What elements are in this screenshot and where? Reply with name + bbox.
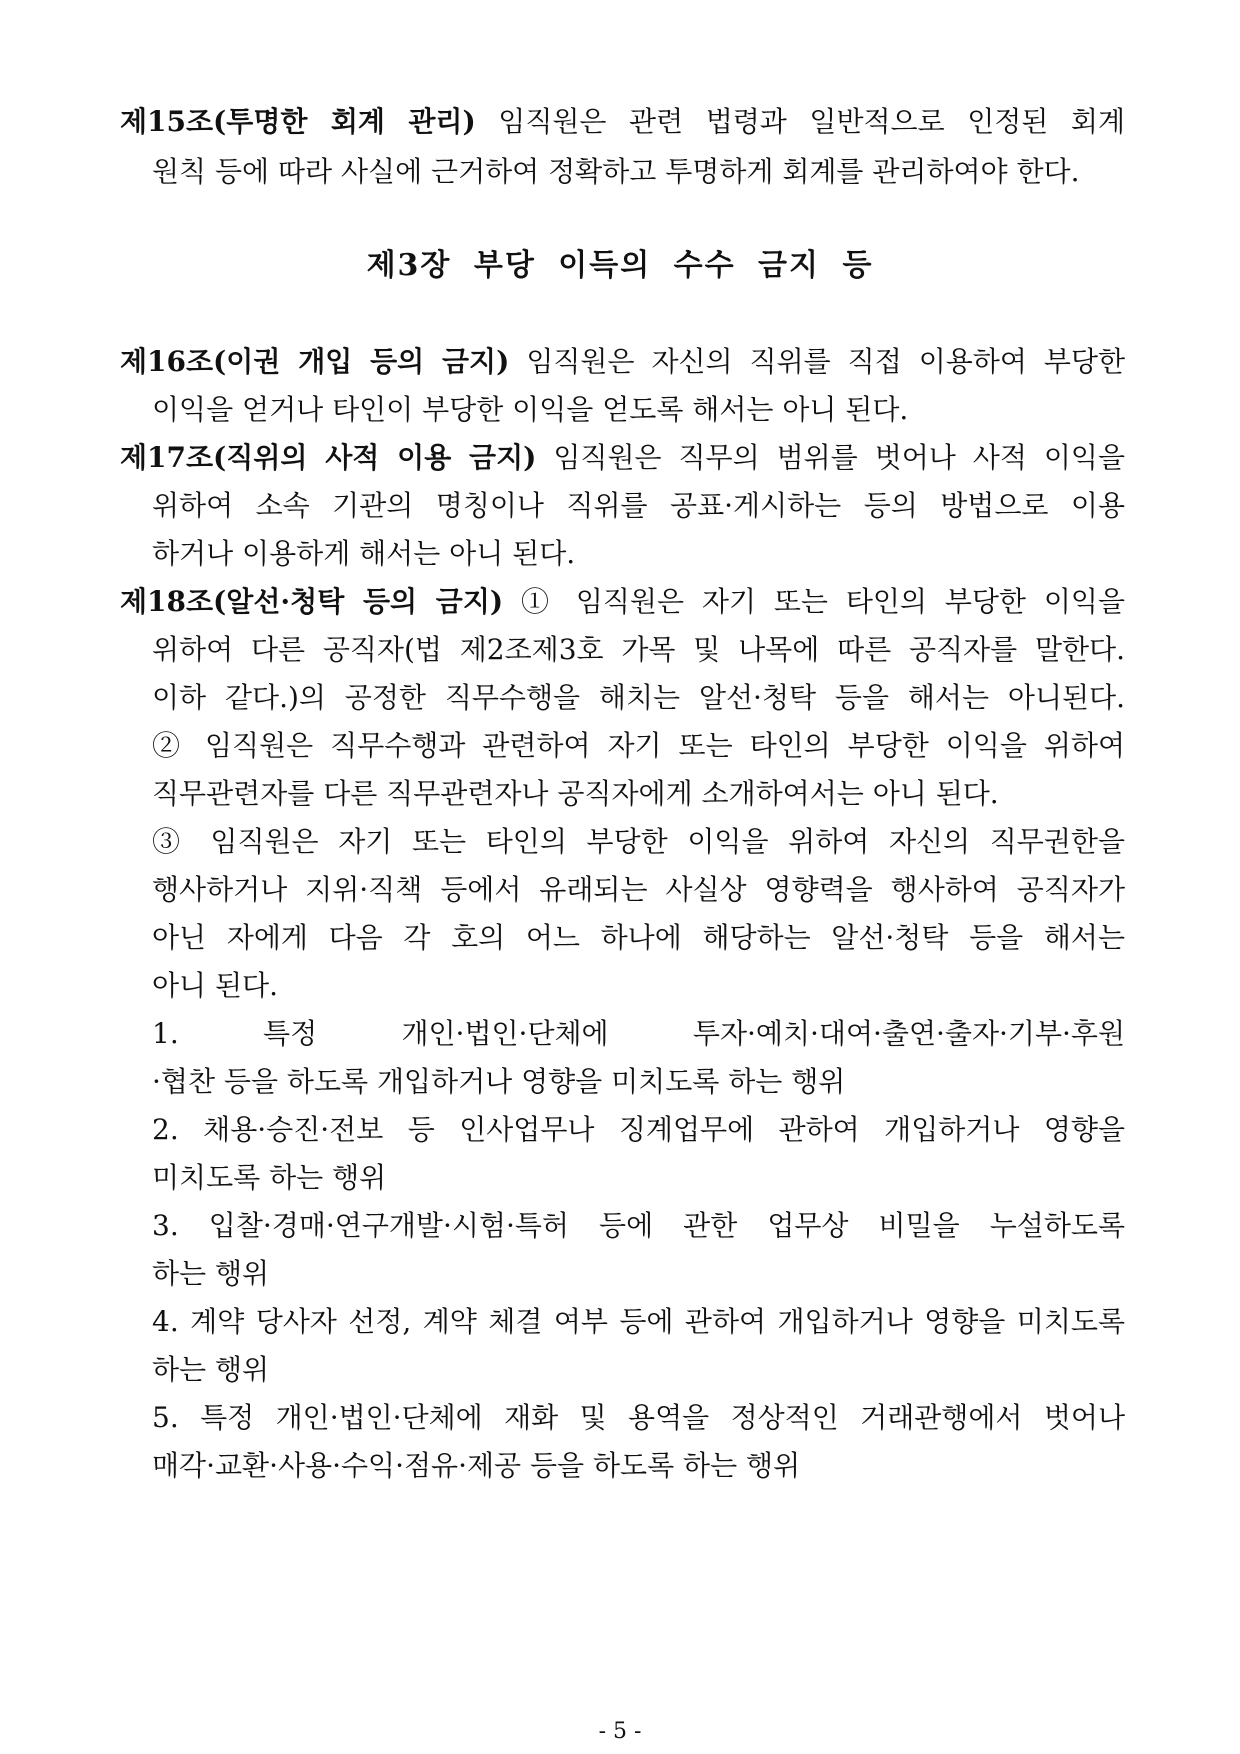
article-18-heading: 제18조(알선·청탁 등의 금지) <box>120 585 504 618</box>
item-1-line-2: ·협찬 등을 하도록 개입하거나 영향을 미치도록 하는 행위 <box>152 1065 846 1098</box>
page-number: - 5 - <box>598 1719 642 1744</box>
item-4-line-1: 4. 계약 당사자 선정, 계약 체결 여부 등에 관하여 개입하거나 영향을 미치도록 <box>152 1305 1125 1338</box>
article-16-line-1 <box>120 342 1125 382</box>
article-18-line-3: 이하 같다.)의 공정한 직무수행을 해치는 알선·청탁 등을 해서는 아니된다. <box>152 681 1125 714</box>
article-18-line-2: 위하여 다른 공직자(법 제2조제3호 가목 및 나목에 따른 공직자를 말한다. <box>152 633 1125 666</box>
article-17-line-1 <box>120 438 1125 478</box>
article-17-heading: 제17조(직위의 사적 이용 금지) <box>120 441 537 474</box>
item-1-line-1: 1. 특정 개인·법인·단체에 투자·예치·대여·출연·출자·기부·후원 <box>152 1017 1125 1050</box>
article-18-paragraph-2-line-1: ② 임직원은 직무수행과 관련하여 자기 또는 타인의 부당한 이익을 위하여 <box>152 729 1125 762</box>
item-5-line-2: 매각·교환·사용·수익·점유·제공 등을 하도록 하는 행위 <box>152 1449 801 1482</box>
article-16-text-1: 임직원은 자신의 직위를 직접 이용하여 부당한 <box>509 345 1125 378</box>
article-18-line-1 <box>120 582 1125 622</box>
item-2-line-1: 2. 채용·승진·전보 등 인사업무나 징계업무에 관하여 개입하거나 영향을 <box>152 1113 1125 1146</box>
chapter-title: 제3장 부당 이득의 수수 금지 등 <box>366 248 874 283</box>
article-18-paragraph-3-line-4: 아니 된다. <box>152 969 278 1002</box>
article-18-paragraph-2-line-2: 직무관련자를 다른 직무관련자나 공직자에게 소개하여서는 아니 된다. <box>152 777 999 810</box>
article-18-paragraph-3-line-3: 아닌 자에게 다음 각 호의 어느 하나에 해당하는 알선·청탁 등을 해서는 <box>152 921 1125 954</box>
article-16-line-2: 이익을 얻거나 타인이 부당한 이익을 얻도록 해서는 아니 된다. <box>152 393 909 426</box>
article-18-paragraph-3-line-2: 행사하거나 지위·직책 등에서 유래되는 사실상 영향력을 행사하여 공직자가 <box>152 873 1125 906</box>
item-3-line-2: 하는 행위 <box>152 1257 270 1290</box>
item-3-line-1: 3. 입찰·경매·연구개발·시험·특허 등에 관한 업무상 비밀을 누설하도록 <box>152 1209 1125 1242</box>
article-15-line-2: 원칙 등에 따라 사실에 근거하여 정확하고 투명하게 회계를 관리하여야 한다. <box>152 155 1080 188</box>
article-17-line-2: 위하여 소속 기관의 명칭이나 직위를 공표·게시하는 등의 방법으로 이용 <box>152 489 1125 522</box>
item-5-line-1: 5. 특정 개인·법인·단체에 재화 및 용역을 정상적인 거래관행에서 벗어나 <box>152 1401 1125 1434</box>
article-15-heading: 제15조(투명한 회계 관리) <box>120 105 476 138</box>
article-17-text-1: 임직원은 직무의 범위를 벗어나 사적 이익을 <box>536 441 1125 474</box>
article-15-text-1: 임직원은 관련 법령과 일반적으로 인정된 회계 <box>475 105 1125 138</box>
article-16-heading: 제16조(이권 개입 등의 금지) <box>120 345 510 378</box>
item-2-line-2: 미치도록 하는 행위 <box>152 1161 387 1194</box>
article-18-text-1: ① 임직원은 자기 또는 타인의 부당한 이익을 <box>503 585 1125 618</box>
article-17-line-3: 하거나 이용하게 해서는 아니 된다. <box>152 537 576 570</box>
article-15-line-1 <box>120 102 1125 142</box>
article-18-paragraph-3-line-1: ③ 임직원은 자기 또는 타인의 부당한 이익을 위하여 자신의 직무권한을 <box>152 825 1125 858</box>
item-4-line-2: 하는 행위 <box>152 1353 270 1386</box>
